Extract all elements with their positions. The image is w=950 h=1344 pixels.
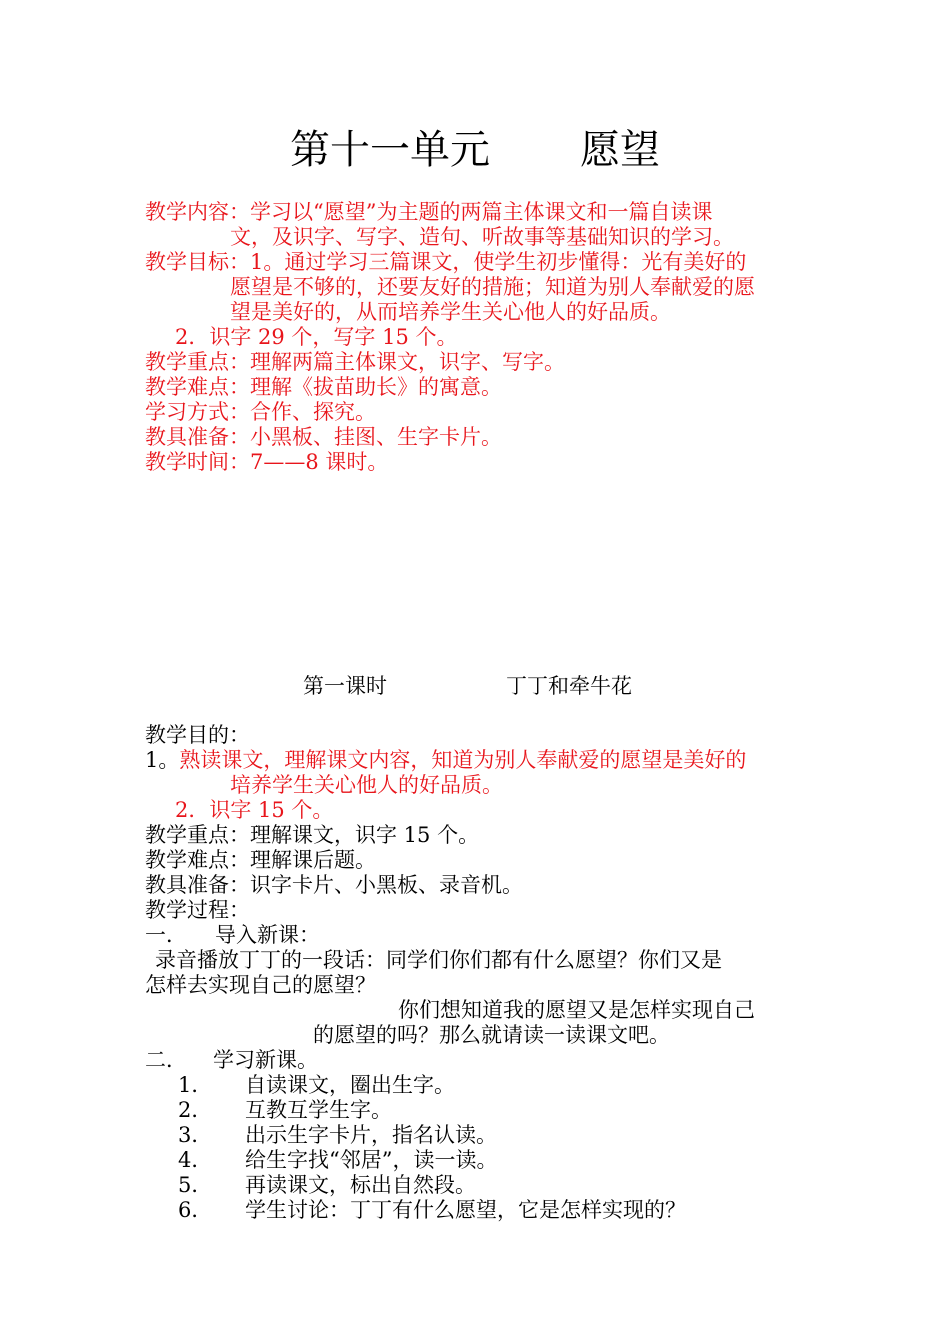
- step-6-text: 学生讨论：丁丁有什么愿望，它是怎样实现的？: [245, 1198, 686, 1222]
- unit-goal-2: 2．识字 29 个，写字 15 个。: [175, 325, 458, 349]
- unit-method: 学习方式：合作、探究。: [145, 400, 376, 424]
- section-2-number: 二．: [145, 1048, 187, 1072]
- unit-title-left: 第十一单元: [290, 127, 490, 173]
- lesson-materials: 教具准备：识字卡片、小黑板、录音机。: [145, 873, 523, 897]
- section-1-number: 一．: [145, 923, 187, 947]
- objective-1-text: 熟读课文，理解课文内容，知道为别人奉献爱的愿望是美好的: [179, 748, 747, 772]
- unit-goal-line3: 望是美好的，从而培养学生关心他人的好品质。: [230, 300, 671, 324]
- unit-goal-line1: 教学目标：1。通过学习三篇课文，使学生初步懂得：光有美好的: [145, 250, 747, 274]
- unit-time: 教学时间：7——8 课时。: [145, 450, 389, 474]
- objective-1-line1: [145, 750, 746, 771]
- unit-goal-line2: 愿望是不够的，还要友好的措施；知道为别人奉献爱的愿: [230, 275, 755, 299]
- unit-content-line2: 文，及识字、写字、造句、听故事等基础知识的学习。: [230, 225, 734, 249]
- step-4-number: 4．: [178, 1148, 213, 1172]
- section-1-title: 导入新课：: [215, 923, 320, 947]
- step-5-number: 5．: [178, 1173, 213, 1197]
- unit-materials: 教具准备：小黑板、挂图、生字卡片。: [145, 425, 502, 449]
- intro-line3: 你们想知道我的愿望又是怎样实现自己: [398, 998, 755, 1022]
- objective-1-line2: 培养学生关心他人的好品质。: [230, 773, 503, 797]
- objectives-label: 教学目的：: [145, 723, 250, 747]
- lesson-difficulty: 教学难点：理解课后题。: [145, 848, 376, 872]
- objective-2: 2．识字 15 个。: [175, 798, 334, 822]
- objective-1-number: 1。: [145, 748, 180, 772]
- step-3-text: 出示生字卡片，指名认读。: [245, 1123, 497, 1147]
- section-2-title: 学习新课。: [213, 1048, 318, 1072]
- unit-content-line1: 教学内容：学习以“愿望”为主题的两篇主体课文和一篇自读课: [145, 200, 713, 224]
- step-5-text: 再读课文，标出自然段。: [245, 1173, 476, 1197]
- process-label: 教学过程：: [145, 898, 250, 922]
- intro-line1: 录音播放丁丁的一段话：同学们你们都有什么愿望？你们又是: [155, 948, 722, 972]
- lesson-heading-right: 丁丁和牵牛花: [506, 674, 632, 698]
- step-3-number: 3．: [178, 1123, 213, 1147]
- unit-key-points: 教学重点：理解两篇主体课文，识字、写字。: [145, 350, 565, 374]
- step-2-text: 互教互学生字。: [245, 1098, 392, 1122]
- intro-line4: 的愿望的吗？那么就请读一读课文吧。: [313, 1023, 670, 1047]
- step-4-text: 给生字找“邻居”，读一读。: [245, 1148, 498, 1172]
- lesson-heading-left: 第一课时: [303, 674, 387, 698]
- step-2-number: 2．: [178, 1098, 213, 1122]
- step-1-number: 1．: [178, 1073, 213, 1097]
- intro-line2: 怎样去实现自己的愿望？: [145, 973, 376, 997]
- step-1-text: 自读课文，圈出生字。: [245, 1073, 455, 1097]
- unit-title-right: 愿望: [580, 127, 660, 173]
- lesson-key-points: 教学重点：理解课文，识字 15 个。: [145, 823, 480, 847]
- unit-difficulty: 教学难点：理解《拔苗助长》的寓意。: [145, 375, 502, 399]
- step-6-number: 6．: [178, 1198, 213, 1222]
